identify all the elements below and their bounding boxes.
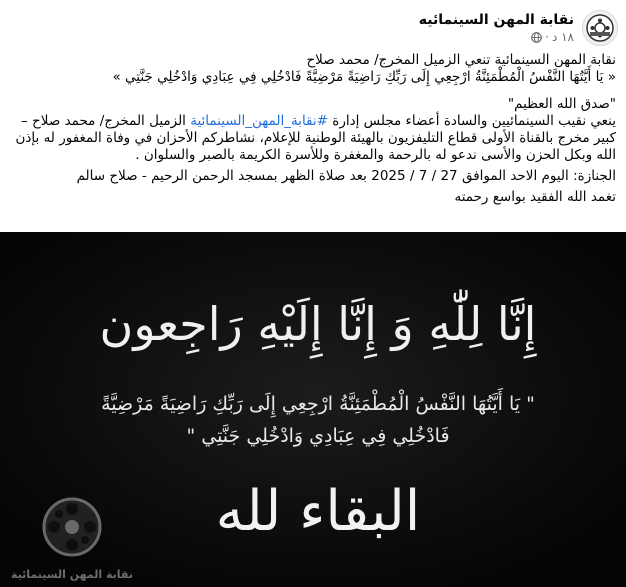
banner-title: إِنَّا لِلّٰهِ وَ إِنَّا إِلَيْهِ رَاجِعون	[99, 297, 537, 351]
banner-closing: البقاء لله	[215, 479, 421, 544]
header-text	[419, 11, 574, 45]
post-time[interactable]: ١٨ د	[551, 30, 574, 44]
film-reel-icon	[44, 499, 100, 555]
banner-verse-line-1: " يَا أَيَّتُهَا النَّفْسُ الْمُطْمَئِنَّةُ ارْجِعِي إِلَى رَبِّكِ رَاضِيَةً مَرْضِيَّةً	[101, 393, 535, 415]
post-header	[8, 8, 618, 48]
hashtag-link[interactable]: #نقابة_المهن_السينمائية	[190, 113, 328, 129]
condolence-start: ينعي نقيب السينمائيين والسادة أعضاء مجلس إدارة	[327, 113, 616, 129]
post-line-sadaq: "صدق الله العظيم"	[507, 96, 616, 112]
post-paragraph-condolence	[10, 113, 616, 164]
page-name[interactable]: نقابة المهن السينمائيه	[418, 12, 574, 28]
post-line-funeral: الجنازة: اليوم الاحد الموافق 27 / 7 / 2025 بعد صلاة الظهر بمسجد الرحمن الرحيم - صلاح سالم	[76, 168, 616, 184]
post-body	[10, 52, 616, 206]
syndicate-logo-icon	[585, 13, 615, 43]
page-avatar[interactable]	[582, 10, 618, 46]
banner-verse-line-2: فَادْخُلِي فِي عِبَادِي وَادْخُلِي جَنَّتِي "	[186, 425, 450, 447]
banner-canvas	[0, 232, 626, 587]
banner-logo-text: نقابة المهن السينمائية	[11, 568, 133, 581]
post-line-headline: نقابة المهن السينمائية تنعي الزميل المخرج/ محمد صلاح	[306, 52, 616, 68]
post-line-verse: « يَا أَيَّتُهَا النَّفْسُ الْمُطْمَئِنَّةُ ارْجِعِي إِلَى رَبِّكِ رَاضِيَةً مَرْضِيَّةً فَادْخُلِي فِي عِبَادِي وَادْخُلِي جَنَّتِي »	[112, 69, 616, 85]
meta-separator: ·	[545, 30, 549, 44]
globe-icon[interactable]	[531, 32, 542, 43]
post-line-prayer: تغمد الله الفقيد بواسع رحمته	[454, 189, 616, 205]
condolence-rest: الزميل المخرج/ محمد صلاح – كبير مخرج بالقناة الأولى قطاع التليفزيون بالهيئة الوطنية للإعلام، نشاطركم الأحزان في وفاة المغفور له بإذن الله وبكل الحزن والأسى ندعو له بالرحمة والمغفرة وللأسرة الكريمة بالصبر والسلوان .	[15, 113, 616, 163]
condolence-image[interactable]	[0, 232, 626, 587]
post-meta	[531, 29, 574, 45]
paragraph-gap	[10, 86, 616, 96]
